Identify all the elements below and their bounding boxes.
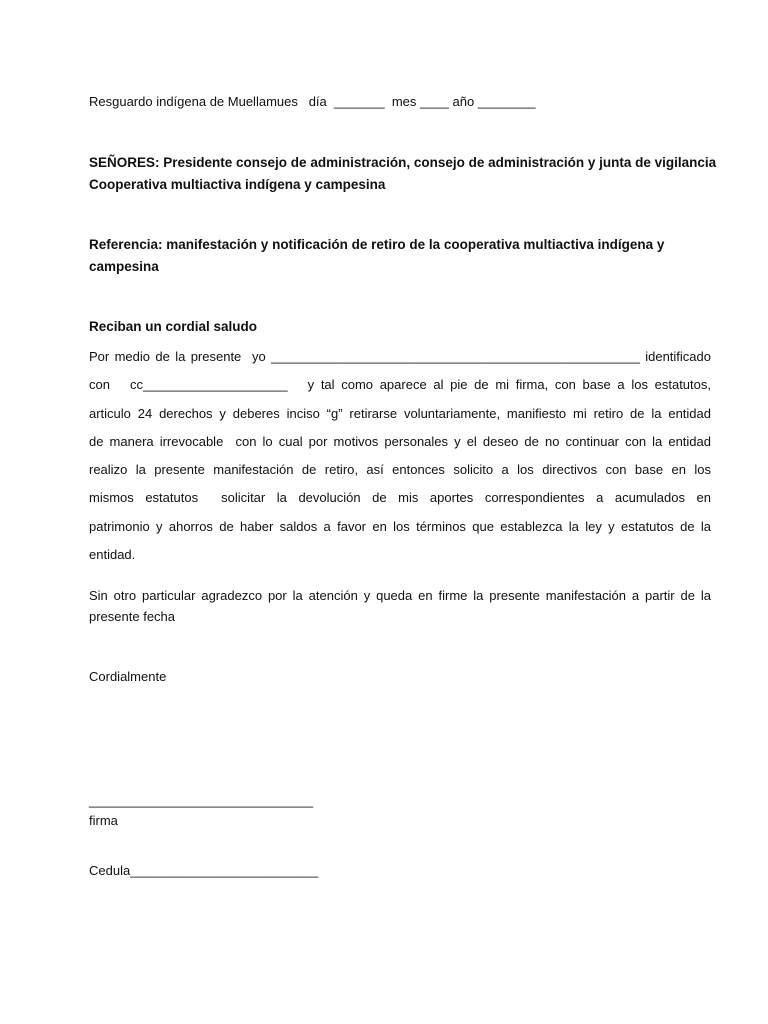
body-line: entidad. (89, 547, 136, 563)
body-paragraph (89, 343, 711, 569)
addressee-line-1: SEÑORES: Presidente consejo de administración, consejo de administración y junta de vigilancia (89, 155, 717, 170)
body-line: mismos estatutos solicitar la devolución de mis aportes correspondientes a acumulados en (89, 490, 711, 506)
body-line: articulo 24 derechos y deberes inciso “g” retirarse voluntariamente, manifiesto mi retiro de la entidad (89, 405, 711, 421)
body-line: realizo la presente manifestación de retiro, así entonces solicito a los directivos con base en los (89, 462, 711, 478)
body-line: con cc____________________ y tal como aparece al pie de mi firma, con base a los estatutos, (89, 377, 711, 393)
body-line: Por medio de la presente yo ___________________________________________________ identificado (89, 349, 711, 364)
body-line: patrimonio y ahorros de haber saldos a favor en los términos que establezca la ley y estatutos de la (89, 518, 711, 534)
closing-line: Sin otro particular agradezco por la atención y queda en firme la presente manifestación a partir de la (89, 588, 711, 603)
signature-label: firma (89, 813, 118, 828)
valediction: Cordialmente (89, 669, 167, 684)
body-line: de manera irrevocable con lo cual por motivos personales y el deseo de no continuar con la entidad (89, 433, 711, 449)
greeting: Reciban un cordial saludo (89, 319, 258, 334)
reference-line-2: campesina (89, 259, 159, 274)
closing-paragraph (89, 585, 711, 627)
closing-line: presente fecha (89, 609, 176, 624)
header-line: Resguardo indígena de Muellamues día _______ mes ____ año ________ (89, 94, 536, 109)
reference-line-1: Referencia: manifestación y notificación de retiro de la cooperativa multiactiva indígena y (89, 237, 665, 252)
addressee-line-2: Cooperativa multiactiva indígena y campesina (89, 177, 386, 192)
signature-line: _______________________________ (89, 793, 314, 808)
cedula-field: Cedula__________________________ (89, 863, 319, 878)
